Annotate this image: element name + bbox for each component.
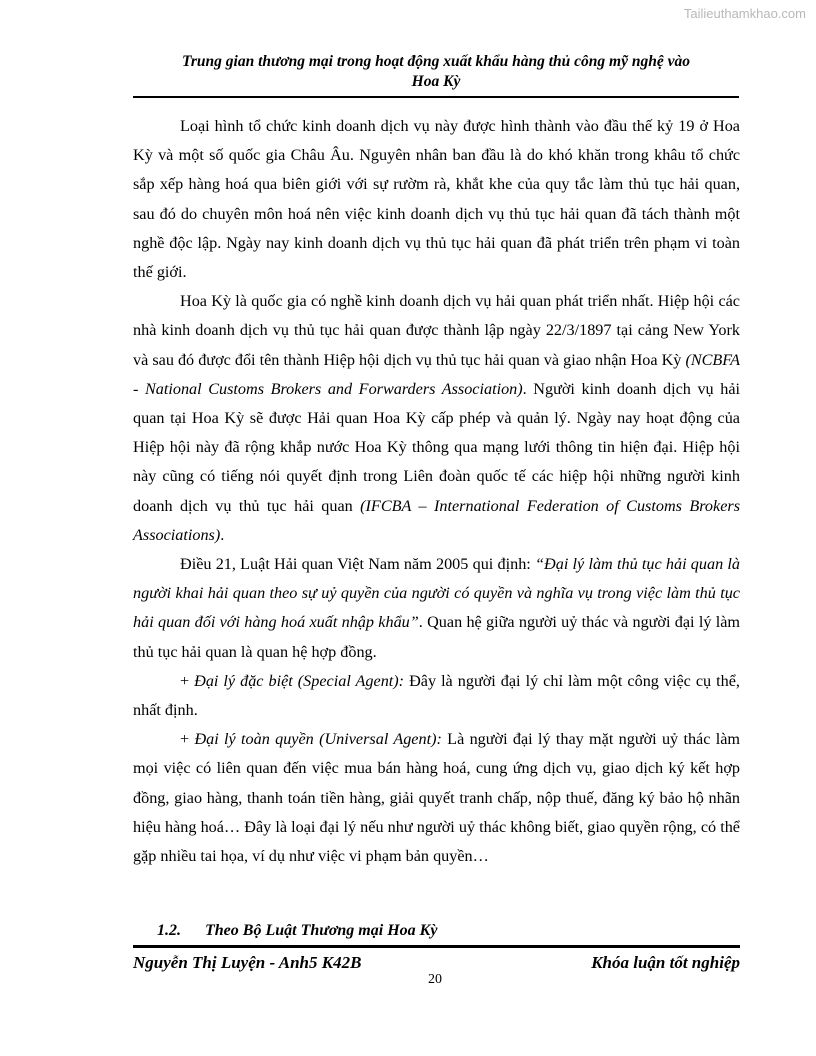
p2-text-e: . [220,525,225,544]
p5-term: Đại lý toàn quyền (Universal Agent): [194,730,442,749]
p4-bullet: + [180,671,195,690]
header-title-line2: Hoa Kỳ [411,73,461,90]
body-text [133,112,740,871]
p2-ncbfa: (NCBFA - National Customs Brokers and Forwarders Association) [133,350,740,398]
page-header [133,52,739,92]
paragraph-special-agent [133,667,740,725]
paragraph-vietnam-law [133,550,740,667]
paragraph-us-association [133,287,740,550]
p5-bullet: + [180,730,195,749]
p2-ifcba: (IFCBA – International Federation of Customs Brokers Associations) [133,496,740,544]
p3-text-c: . Quan hệ giữa người uỷ thác và người đại lý làm thủ tục hải quan là quan hệ hợp đồng. [133,613,741,661]
p3-text-a: Điều 21, Luật Hải quan Việt Nam năm 2005 qui định: [180,555,536,574]
section-title: Theo Bộ Luật Thương mại Hoa Kỳ [205,922,438,939]
paragraph-origin: Loại hình tổ chức kinh doanh dịch vụ này được hình thành vào đầu thế kỷ 19 ở Hoa Kỳ và một số quốc gia Châu Âu. Nguyên nhân ban đầu là do khó khăn trong khâu tổ chức sắp xếp hàng hoá qua biên giới với sự rườm rà, khắt khe của quy tắc làm thủ tục hải quan, sau đó do chuyên môn hoá nên việc kinh doanh dịch vụ thủ tục hải quan đã tách thành một nghề độc lập. Ngày nay kinh doanh dịch vụ thủ tục hải quan đã phát triển trên phạm vi toàn thế giới. [133,117,740,282]
footer-author: Nguyễn Thị Luyện - Anh5 K42B [133,953,362,972]
section-heading [157,922,437,940]
p4-term: Đại lý đặc biệt (Special Agent): [194,671,405,690]
section-number: 1.2. [157,922,181,939]
header-rule [133,96,739,98]
header-title-line1: Trung gian thương mại trong hoạt động xuất khẩu hàng thủ công mỹ nghệ vào [181,53,690,70]
paragraph-universal-agent [133,725,740,871]
watermark: Tailieuthamkhao.com [683,6,806,21]
p2-text-a: Hoa Kỳ là quốc gia có nghề kinh doanh dịch vụ hải quan phát triển nhất. Hiệp hội các nhà kinh doanh dịch vụ thủ tục hải quan được thành lập ngày 22/3/1897 tại cảng New York và sau đó được đổi tên thành Hiệp hội dịch vụ thủ tục hải quan và giao nhận Hoa Kỳ [133,292,740,369]
p2-text-c: . Người kinh doanh dịch vụ hải quan tại Hoa Kỳ sẽ được Hải quan Hoa Kỳ cấp phép và quản lý. Ngày nay hoạt động của Hiệp hội này đã rộng khắp nước Hoa Kỳ thông qua mạng lưới thông tin hiện đại. Hiệp hội này cũng có tiếng nói quyết định trong Liên đoàn quốc tế các hiệp hội những người kinh doanh dịch vụ thủ tục hải quan [133,379,740,515]
footer-rule [133,945,740,948]
p4-text: Đây là người đại lý chỉ làm một công việc cụ thể, nhất định. [133,671,740,720]
p5-text: Là người đại lý thay mặt người uỷ thác làm mọi việc có liên quan đến việc mua bán hàng hoá, cung ứng dịch vụ, giao dịch ký kết hợp đồng, giao hàng, thanh toán tiền hàng, giải quyết tranh chấp, nộp thuế, đăng ký bảo hộ nhãn hiệu hàng hoá… Đây là loại đại lý nếu như người uỷ thác không biết, giao quyền rộng, có thể gặp nhiều tai họa, ví dụ như việc vi phạm bản quyền… [133,730,741,866]
page-number: 20 [428,972,442,987]
footer-label: Khóa luận tốt nghiệp [591,953,740,972]
p3-quote: “Đại lý làm thủ tục hải quan là người khai hải quan theo sự uỷ quyền của người có quyền và nghĩa vụ trong việc làm thủ tục hải quan đối với hàng hoá xuất nhập khẩu” [133,555,741,632]
